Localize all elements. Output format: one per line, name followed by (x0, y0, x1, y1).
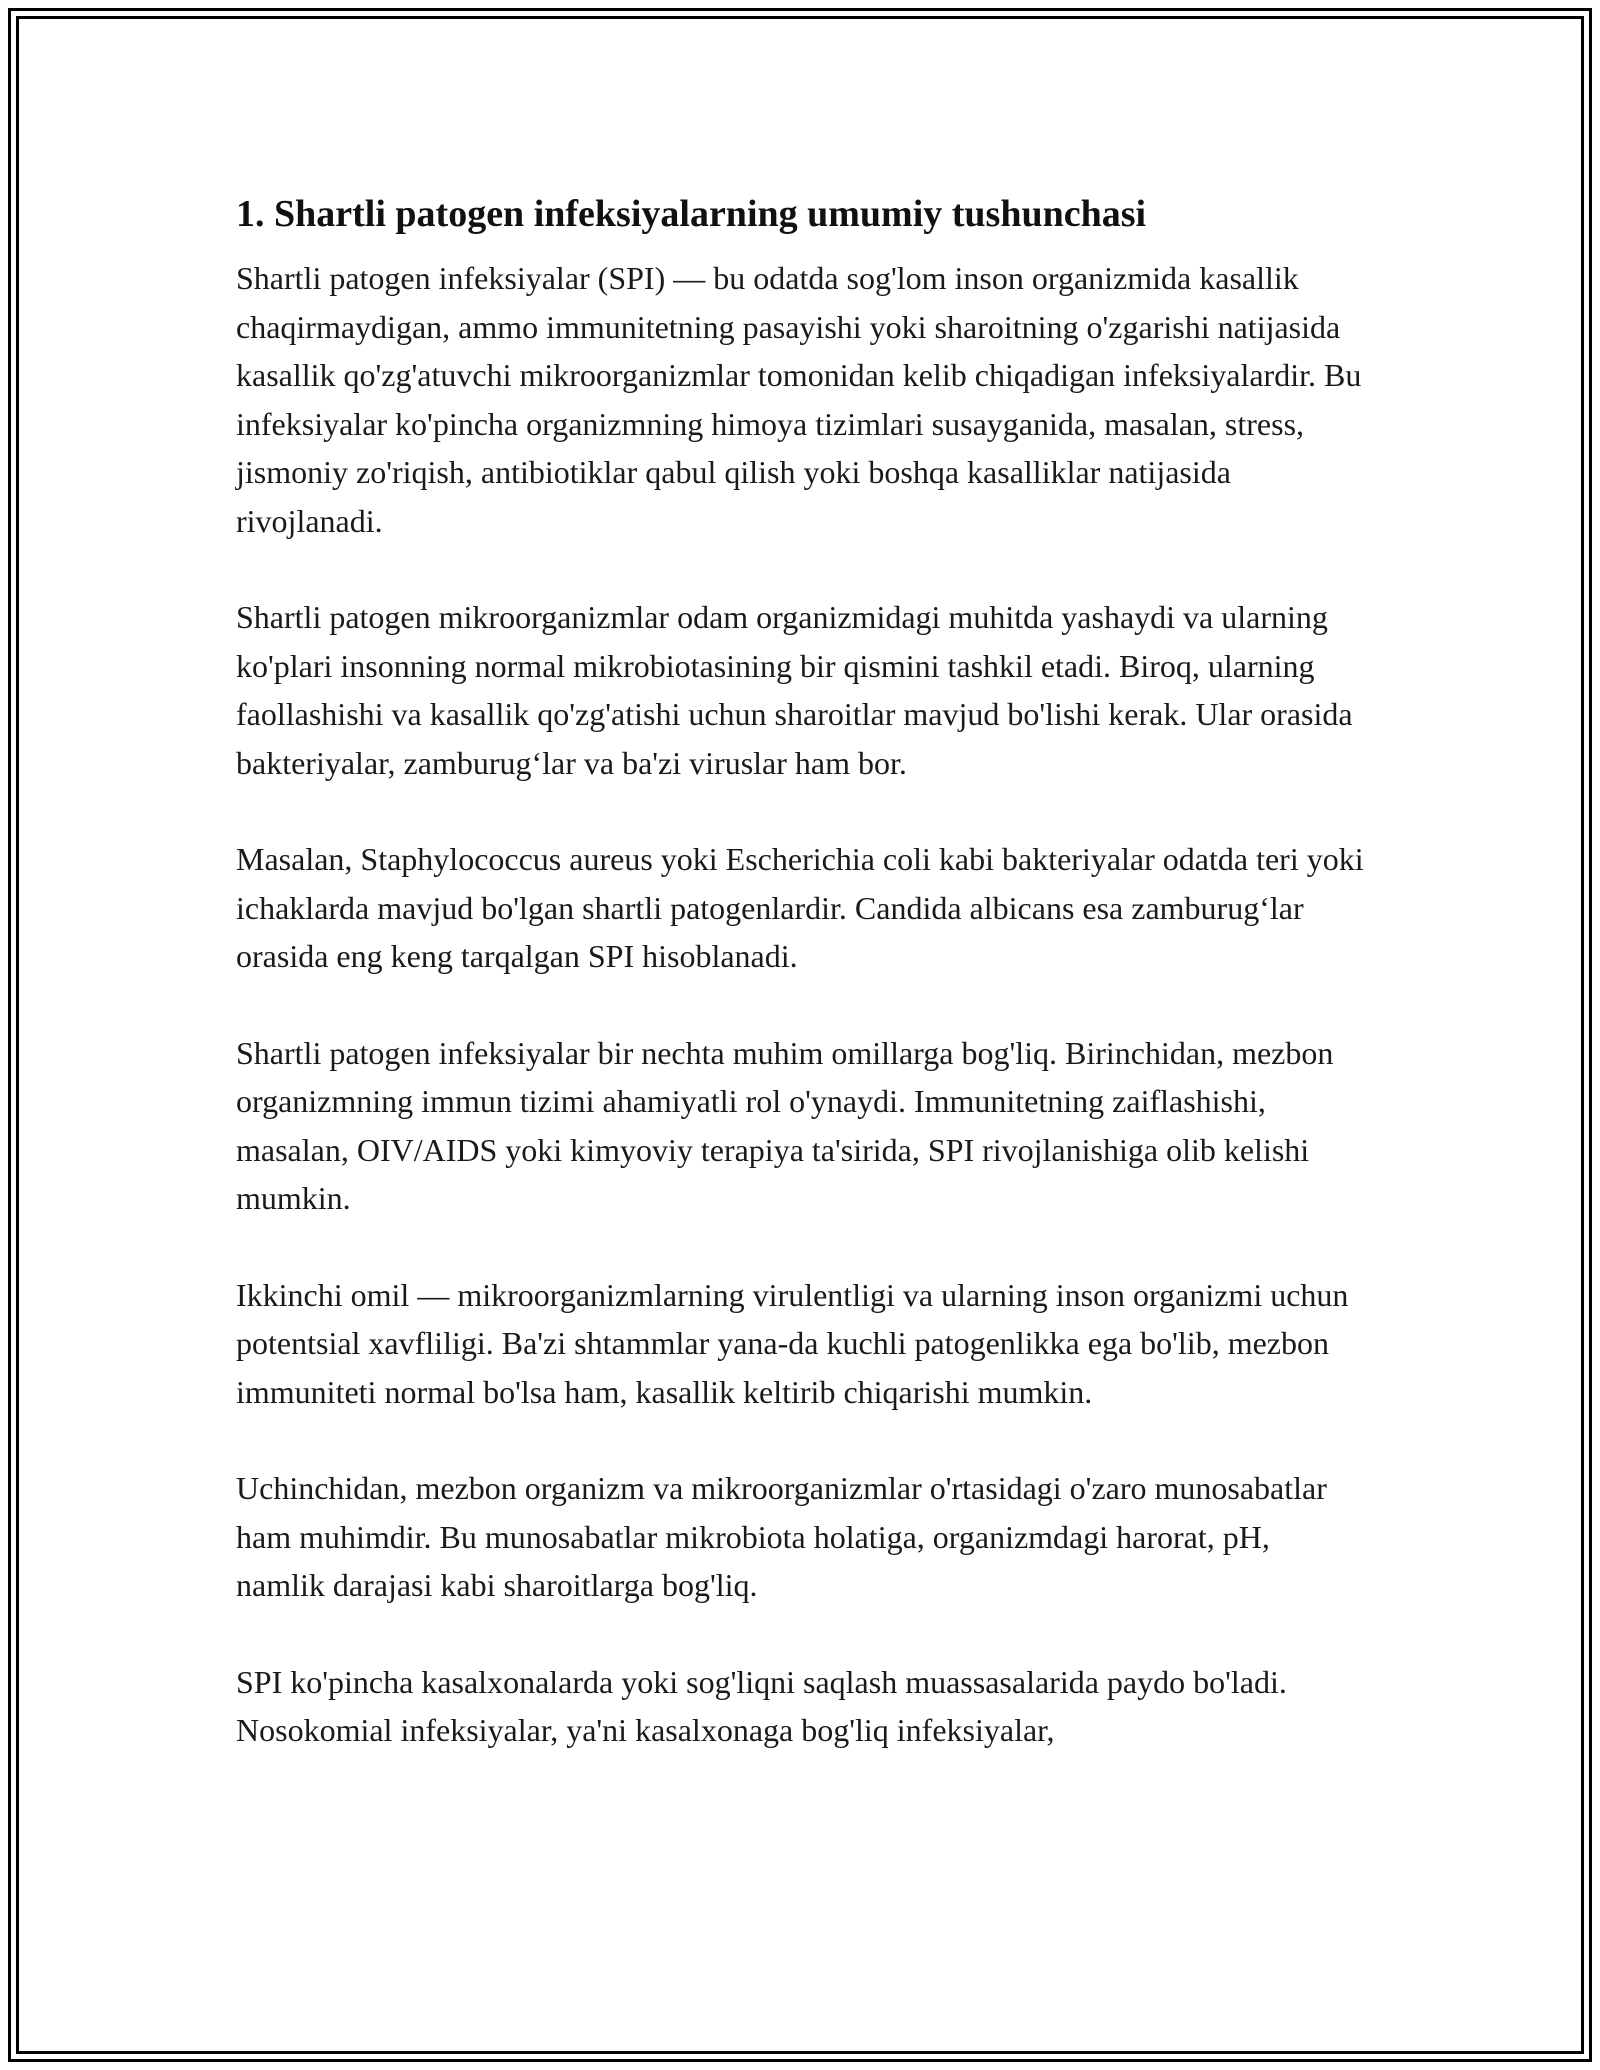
paragraph-interactions: Uchinchidan, mezbon organizm va mikroorganizmlar o'rtasidagi o'zaro munosabatlar ham muhimdir. Bu munosabatlar mikrobiota holatiga, organizmdagi harorat, pH, namlik darajasi kabi sharoitlarga bog'liq. (236, 1470, 1327, 1603)
paragraph-microorganisms: Shartli patogen mikroorganizmlar odam organizmidagi muhitda yashaydi va ularning ko'plari insonning normal mikrobiotasining bir qismini tashkil etadi. Biroq, ularning faollashishi va kasallik qo'zg'atishi uchun sharoitlar mavjud bo'lishi kerak. Ular orasida bakteriyalar, zamburug‘lar va ba'zi viruslar ham bor. (236, 599, 1353, 781)
paragraph-examples: Masalan, Staphylococcus aureus yoki Escherichia coli kabi bakteriyalar odatda teri yoki ichaklarda mavjud bo'lgan shartli patogenlardir. Candida albicans esa zamburug‘lar orasida eng keng tarqalgan SPI hisoblanadi. (236, 841, 1364, 974)
paragraph-nosocomial: SPI ko'pincha kasalxonalarda yoki sog'liqni saqlash muassasalarida paydo bo'ladi. Nosokomial infeksiyalar, ya'ni kasalxonaga bog'liq infeksiyalar, (236, 1663, 1287, 1748)
paragraph-definition: Shartli patogen infeksiyalar (SPI) — bu odatda sog'lom inson organizmida kasallik chaqirmaydigan, ammo immunitetning pasayishi yoki sharoitning o'zgarishi natijasida kasallik qo'zg'atuvchi mikroorganizmlar tomonidan kelib chiqadigan infeksiyalardir. Bu infeksiyalar ko'pincha organizmning himoya tizimlari susayganida, masalan, stress, jismoniy zo'riqish, antibiotiklar qabul qilish yoki boshqa kasalliklar natijasida rivojlanadi. (236, 260, 1362, 539)
paragraph-factors: Shartli patogen infeksiyalar bir nechta muhim omillarga bog'liq. Birinchidan, mezbon organizmning immun tizimi ahamiyatli rol o'ynaydi. Immunitetning zaiflashishi, masalan, OIV/AIDS yoki kimyoviy terapiya ta'sirida, SPI rivojlanishiga olib kelishi mumkin. (236, 1034, 1334, 1216)
section-heading: 1. Shartli patogen infeksiyalarning umumiy tushunchasi (236, 193, 1147, 235)
paragraph-virulence: Ikkinchi omil — mikroorganizmlarning virulentligi va ularning inson organizmi uchun potentsial xavfliligi. Ba'zi shtammlar yana-da kuchli patogenlikka ega bo'lib, mezbon immuniteti normal bo'lsa ham, kasallik keltirib chiqarishi mumkin. (236, 1276, 1349, 1410)
document-body (236, 186, 1366, 1803)
